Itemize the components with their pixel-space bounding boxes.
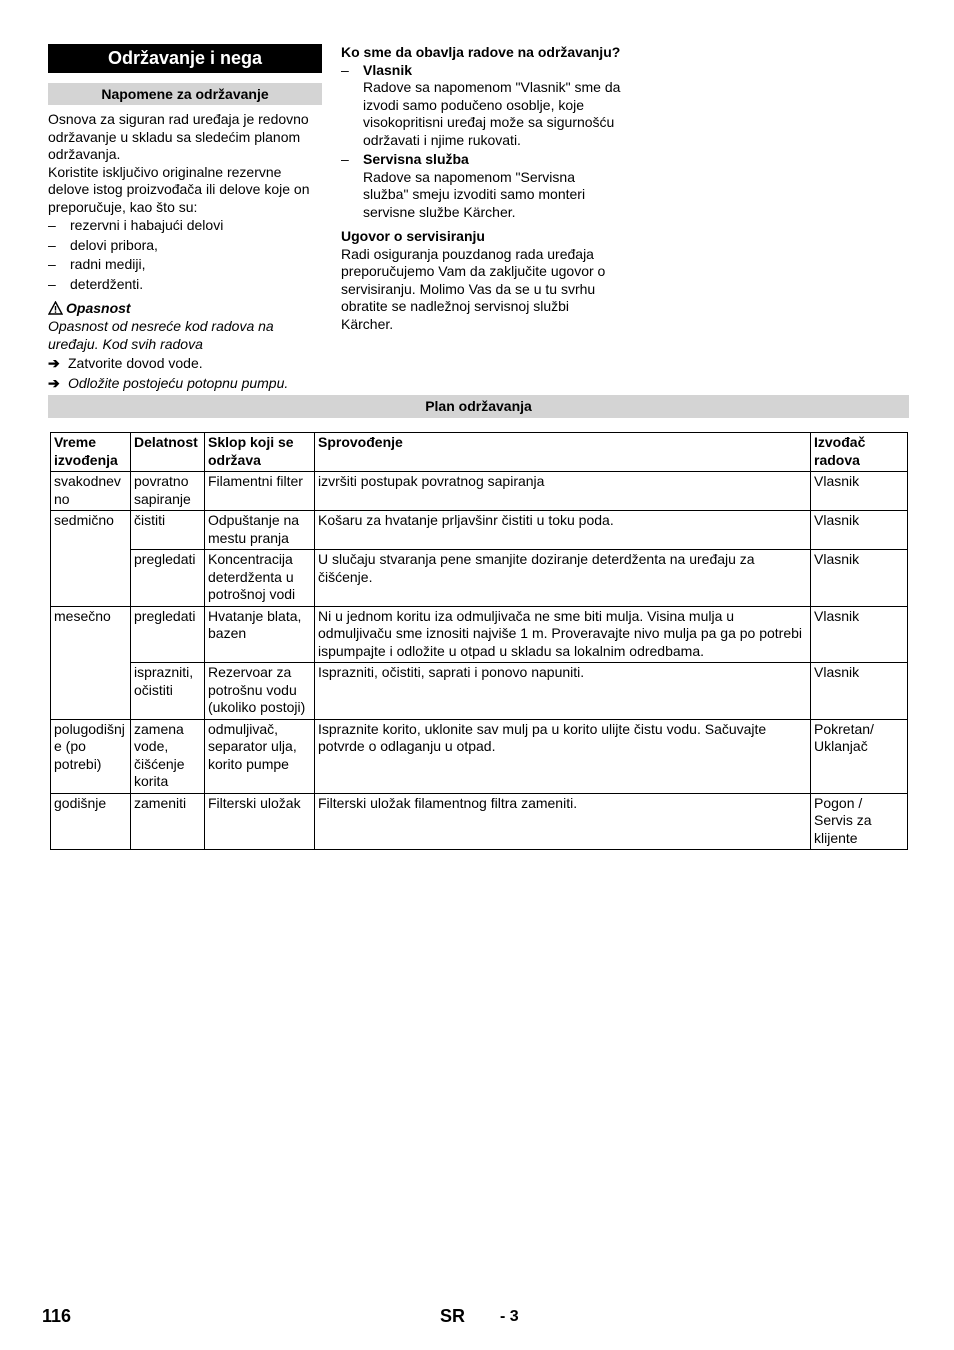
section-heading: Napomene za održavanje [48,83,322,105]
header-cell: Vreme izvođenja [51,433,131,472]
parts-list [48,216,322,294]
table-cell: Ni u jednom koritu iza odmuljivača ne sme biti mulja. Visina mulja u odmuljivaču sme iznositi najviše 1 m. Proveravajte nivo mulja pa ga po potrebi ispumpajte i odložite u otpad u skladu sa lokalnim odredbama. [315,606,811,663]
owner-text: Radove sa napomenom "Vlasnik" sme da izvodi samo podučeno osoblje, koje visokopritisni uređaj može sa sigurnošću održavati i njime rukovati. [363,79,621,148]
step-item [48,353,322,373]
step-text: Odložite postojeću potopnu pumpu. [68,375,289,391]
table-cell: zameniti [131,793,205,850]
dash-marker: – [341,61,349,78]
list-item: – rezervni i habajući delovi [48,216,322,236]
table-cell: Filterski uložak filamentnog filtra zameniti. [315,793,811,850]
table-cell: svakodnev no [51,472,131,511]
table-cell: mesečno [51,606,131,719]
who-heading: Ko sme da obavlja radove na održavanju? [341,44,621,60]
contract-text: Radi osiguranja pouzdanog rada uređaja preporučujemo Vam da zaključite ugovor o servisiranju. Molimo Vas da se u tu svrhu obratite se nadležnoj servisnoj službi Kärcher. [341,245,606,332]
table-header-row [51,433,908,472]
table-cell: izvršiti postupak povratnog sapiranja [315,472,811,511]
table-row [51,511,908,550]
plan-heading: Plan održavanja [48,395,909,418]
language-code: SR [440,1306,466,1326]
table-cell: zamena vode, čišćenje korita [131,719,205,793]
table-cell: pregledati [131,550,205,607]
maintenance-table [50,432,908,850]
step-text: Zatvorite dovod vode. [68,355,203,371]
table-cell: polugodišnj e (po potrebi) [51,719,131,793]
left-column [48,44,322,393]
table-cell: Isprazniti, očistiti, saprati i ponovo napuniti. [315,663,811,720]
contract-heading: Ugovor o servisiranju [341,228,485,244]
header-cell: Delatnost [131,433,205,472]
owner-label: Vlasnik [363,61,413,78]
table-cell: Vlasnik [811,663,908,720]
table-cell: sedmično [51,511,131,607]
table-cell: Filamentni filter [205,472,315,511]
table-cell: Odpuštanje na mestu pranja [205,511,315,550]
list-item: – radni mediji, [48,255,322,275]
table-cell: isprazniti, očistiti [131,663,205,720]
table-cell: Filterski uložak [205,793,315,850]
middle-column [341,44,621,333]
table-row [51,663,908,720]
table-cell: U slučaju stvaranja pene smanjite doziranje deterdženta na uređaju za čišćenje. [315,550,811,607]
service-text: Radove sa napomenom "Servisna služba" smeju izvoditi samo monteri servisne službe Kärcher. [363,168,586,220]
table-row [51,606,908,663]
list-item: – delovi pribora, [48,236,322,256]
table-cell: Ispraznite korito, uklonite sav mulj pa u korito ulijte čistu vodu. Sačuvajte potvrde o odlaganju u otpad. [315,719,811,793]
table-row [51,472,908,511]
table-cell: Rezervoar za potrošnu vodu (ukoliko postoji) [205,663,315,720]
table-row [51,793,908,850]
step-item [48,373,322,393]
table-cell: Vlasnik [811,511,908,550]
table-row [51,550,908,607]
table-cell: Košaru za hvatanje prljavšinr čistiti u toku poda. [315,511,811,550]
table-cell: odmuljivač, separator ulja, korito pumpe [205,719,315,793]
danger-label: Opasnost [66,300,131,316]
header-cell: Sprovođenje [315,433,811,472]
table-cell: Pokretan/ Uklanjač [811,719,908,793]
table-cell: čistiti [131,511,205,550]
dash-marker: – [341,151,349,167]
page-number: 116 [42,1306,72,1326]
table-cell: Vlasnik [811,550,908,607]
role-service [341,151,621,221]
header-cell: Izvođač radova [811,433,908,472]
danger-text: Opasnost od nesreće kod radova na uređaju. Kod svih radova [48,318,274,352]
arrow-right-icon: ➔ [48,355,60,371]
table-row [51,719,908,793]
table-cell: Pogon / Servis za klijente [811,793,908,850]
table-cell: Koncentracija deterdženta u potrošnoj vodi [205,550,315,607]
intro-paragraph-2: Koristite isključivo originalne rezervne delove istog proizvođača ili delove koje on preporučuje, kao što su: [48,163,310,215]
table-cell: Vlasnik [811,606,908,663]
header-cell: Sklop koji se održava [205,433,315,472]
table-cell: Vlasnik [811,472,908,511]
intro-paragraph-1: Osnova za siguran rad uređaja je redovno održavanje u skladu sa sledećim planom održavanja. [48,111,309,162]
table-cell: povratno sapiranje [131,472,205,511]
page-title: Održavanje i nega [48,44,322,73]
arrow-right-icon: ➔ [48,375,60,391]
service-label: Servisna služba [363,151,469,167]
list-item: – deterdženti. [48,275,322,295]
table-cell: godišnje [51,793,131,850]
table-cell: pregledati [131,606,205,663]
section-number: - 3 [500,1308,519,1325]
danger-notice [48,298,322,318]
role-owner [341,62,621,150]
table-cell: Hvatanje blata, bazen [205,606,315,663]
warning-triangle-icon [48,301,63,315]
